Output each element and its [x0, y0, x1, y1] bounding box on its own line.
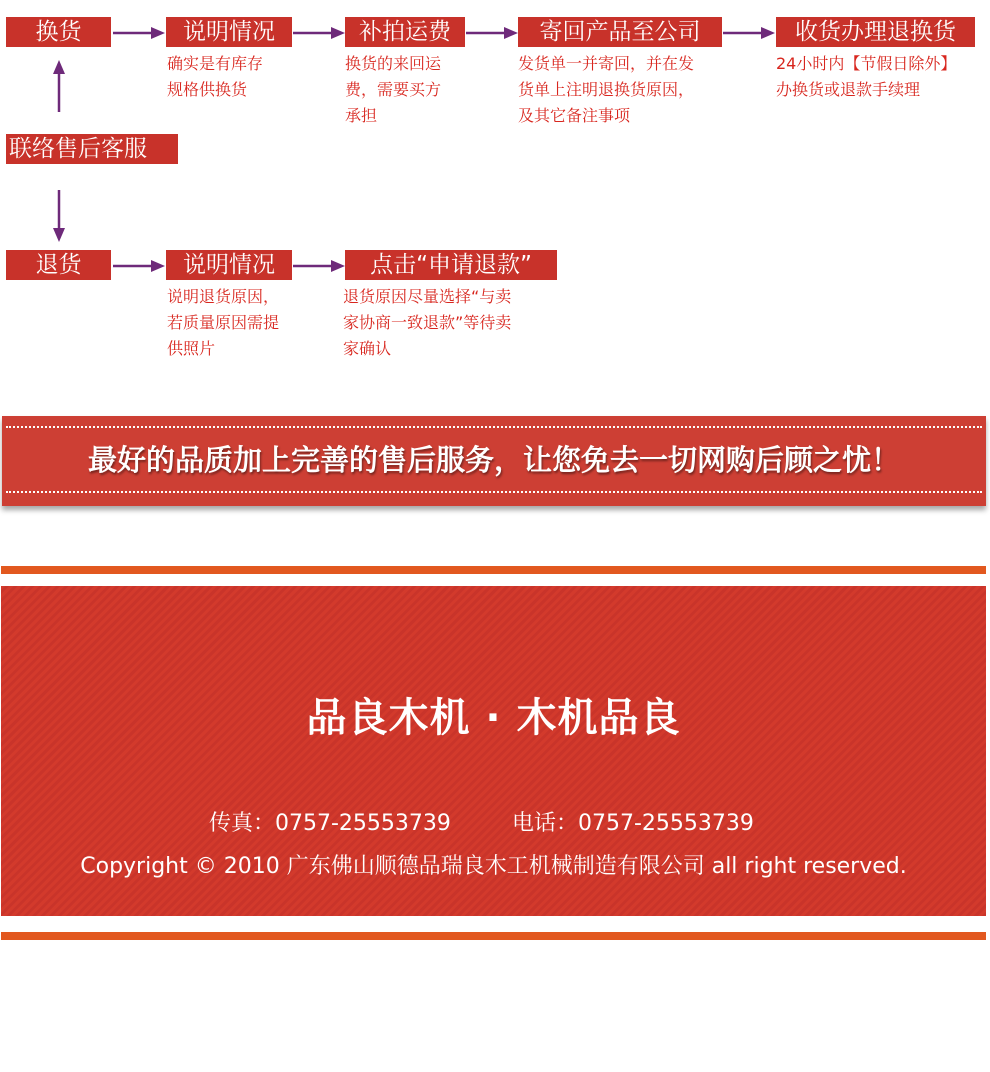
return-step-2-desc: 退货原因尽量选择“与卖 家协商一致退款”等待卖 家确认	[343, 287, 512, 358]
arrow-right-icon	[293, 25, 345, 41]
slogan-banner	[2, 416, 986, 506]
arrow-right-icon	[723, 25, 775, 41]
footer-bottom-divider	[1, 932, 986, 940]
exchange-step-1-title: 说明情况	[166, 17, 292, 47]
return-step-1-desc: 说明退货原因， 若质量原因需提 供照片	[167, 287, 280, 358]
return-step-2-title: 点击“申请退款”	[345, 250, 557, 280]
arrow-up-icon	[51, 60, 67, 112]
footer-brand-title: 品良木机 · 木机品良	[306, 695, 681, 741]
banner-dotted-border-top	[6, 426, 982, 428]
footer	[1, 586, 986, 916]
footer-copyright: Copyright © 2010 广东佛山顺德品瑞良木工机械制造有限公司 all right reserved.	[80, 854, 907, 879]
exchange-step-3-desc: 发货单一并寄回，并在发 货单上注明退换货原因， 及其它备注事项	[518, 54, 695, 125]
arrow-right-icon	[466, 25, 518, 41]
footer-fax: 传真：0757-25553739	[209, 811, 451, 836]
exchange-step-4-desc: 24小时内【节假日除外】 办换货或退款手续理	[776, 54, 957, 99]
exchange-step-2-desc: 换货的来回运 费，需要买方 承担	[345, 54, 442, 125]
exchange-box: 换货	[6, 17, 111, 47]
exchange-step-4-title: 收货办理退换货	[776, 17, 975, 47]
arrow-right-icon	[293, 258, 345, 274]
exchange-step-1-desc: 确实是有库存 规格供换货	[167, 54, 264, 99]
exchange-step-3-title: 寄回产品至公司	[518, 17, 722, 47]
contact-service-box: 联络售后客服	[6, 134, 178, 164]
arrow-right-icon	[113, 25, 165, 41]
arrow-right-icon	[113, 258, 165, 274]
banner-dotted-border-bottom	[6, 491, 982, 493]
return-step-1-title: 说明情况	[166, 250, 292, 280]
arrow-down-icon	[51, 190, 67, 242]
exchange-step-2-title: 补拍运费	[345, 17, 465, 47]
slogan-text: 最好的品质加上完善的售后服务，让您免去一切网购后顾之忧！	[87, 443, 900, 477]
footer-phone: 电话：0757-25553739	[512, 811, 754, 836]
return-box: 退货	[6, 250, 111, 280]
footer-top-divider	[1, 566, 986, 574]
